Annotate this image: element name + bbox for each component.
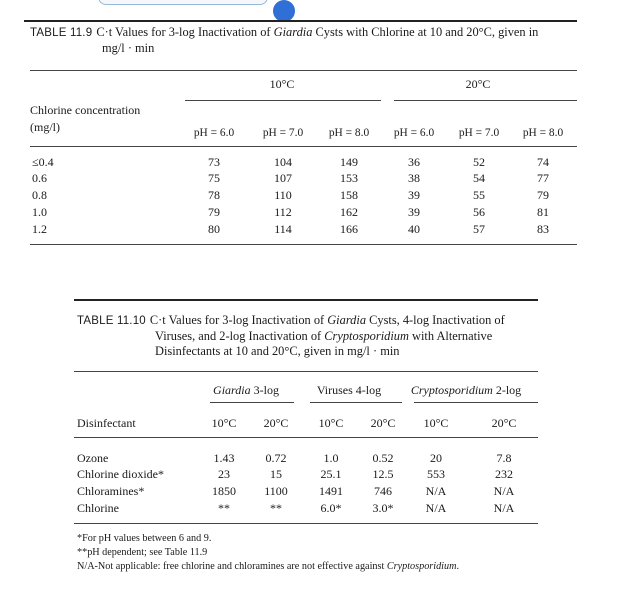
table-cell: 114 (274, 222, 292, 236)
table-cell: ≤0.4 (32, 155, 54, 169)
group-header-10c: 10°C (269, 77, 295, 91)
table-cell: 7.8 (496, 451, 512, 465)
table-cell: 39 (408, 188, 420, 202)
table-cell: 78 (208, 188, 220, 202)
table-cell: 232 (495, 467, 513, 481)
table-cell: 80 (208, 222, 220, 236)
table-11-9-caption: TABLE 11.9 C·t Values for 3-log Inactivation of Giardia Cysts with Chlorine at 10 and 20°C, given in mg/l · min (30, 25, 539, 55)
col-header: pH = 6.0 (393, 127, 435, 139)
table-cell: 55 (473, 188, 485, 202)
footnote: *For pH values between 6 and 9. (77, 533, 212, 544)
col-header: pH = 7.0 (262, 127, 304, 139)
table-cell: 25.1 (320, 467, 342, 481)
table-cell: 12.5 (372, 467, 394, 481)
group-header-20c: 20°C (465, 77, 491, 91)
table-cell: 57 (473, 222, 485, 236)
table-cell: Chloramines* (77, 484, 145, 498)
table-cell: N/A (425, 501, 447, 515)
col-header: 20°C (491, 416, 517, 430)
table-bottom-rule (30, 244, 577, 245)
table-cell: N/A (493, 484, 515, 498)
table-cell: 153 (340, 171, 358, 185)
table-rule (74, 371, 538, 372)
table-cell: 107 (274, 171, 292, 185)
table-cell: 104 (274, 155, 292, 169)
col-header: pH = 6.0 (193, 127, 235, 139)
table-cell: 75 (208, 171, 220, 185)
col-header: 10°C (318, 416, 344, 430)
table-cell: 6.0* (320, 501, 342, 515)
table-cell: 83 (537, 222, 549, 236)
table-rule (30, 146, 577, 147)
table-cell: 746 (374, 484, 392, 498)
table-cell: 40 (408, 222, 420, 236)
table-cell: 1.0 (323, 451, 339, 465)
table-cell: 23 (218, 467, 230, 481)
table-11-10-caption: TABLE 11.10 C·t Values for 3-log Inactivation of Giardia Cysts, 4-log Inactivation of Viruses, and 2-log Inactivation of Cryptosporidium with Alternative Disinfectants at 10 and 20°C, given in mg/l · min (77, 313, 505, 358)
table-cell: ** (270, 501, 282, 515)
col-header: pH = 7.0 (458, 127, 500, 139)
table-cell: 0.72 (265, 451, 287, 465)
table-cell: 1.43 (213, 451, 235, 465)
table-cell: 1491 (319, 484, 343, 498)
table-cell: 77 (537, 171, 549, 185)
table-cell: 36 (408, 155, 420, 169)
group-header-cryptosporidium: Cryptosporidium 2-log (410, 383, 522, 397)
table-cell: 0.52 (372, 451, 394, 465)
table-cell: Chlorine dioxide* (77, 467, 164, 481)
table-top-rule (24, 20, 577, 22)
table-cell: 74 (537, 155, 549, 169)
table-top-rule (74, 299, 538, 301)
table-rule (74, 437, 538, 438)
table-cell: 39 (408, 205, 420, 219)
table-cell: 1850 (212, 484, 236, 498)
table-cell: 0.8 (32, 188, 47, 202)
table-cell: N/A (493, 501, 515, 515)
table-cell: 112 (274, 205, 292, 219)
table-cell: 54 (473, 171, 485, 185)
col-header: 20°C (263, 416, 289, 430)
group-rule (414, 402, 538, 403)
group-rule (210, 402, 294, 403)
table-cell: 15 (270, 467, 282, 481)
table-cell: 1.2 (32, 222, 47, 236)
table-cell: 166 (340, 222, 358, 236)
table-cell: 158 (340, 188, 358, 202)
table-number: TABLE 11.9 (30, 27, 93, 39)
col-header: 20°C (370, 416, 396, 430)
row-header: Chlorine concentration (30, 103, 141, 117)
table-cell: 1.0 (32, 205, 47, 219)
table-cell: 162 (340, 205, 358, 219)
table-cell: 1100 (264, 484, 288, 498)
footnote: **pH dependent; see Table 11.9 (77, 547, 208, 558)
col-header: 10°C (423, 416, 449, 430)
row-header: Disinfectant (77, 416, 136, 430)
table-cell: Ozone (77, 451, 109, 465)
table-cell: ** (218, 501, 230, 515)
group-rule-20c (394, 100, 577, 101)
table-cell: 0.6 (32, 171, 47, 185)
group-header-viruses: Viruses 4-log (316, 383, 382, 397)
table-cell: 3.0* (372, 501, 394, 515)
group-header-giardia: Giardia 3-log (213, 383, 279, 397)
table-cell: Chlorine (77, 501, 119, 515)
scroll-handle-icon[interactable] (273, 0, 295, 22)
table-cell: 553 (427, 467, 445, 481)
table-bottom-rule (74, 523, 538, 524)
table-rule (30, 70, 577, 71)
table-cell: 52 (473, 155, 485, 169)
table-cell: 38 (408, 171, 420, 185)
table-cell: 20 (430, 451, 442, 465)
table-cell: 81 (537, 205, 549, 219)
col-header: 10°C (211, 416, 237, 430)
table-cell: 73 (208, 155, 220, 169)
table-cell: 79 (208, 205, 220, 219)
col-header: pH = 8.0 (328, 127, 370, 139)
group-rule-10c (185, 100, 381, 101)
table-cell: 149 (340, 155, 358, 169)
table-cell: 110 (274, 188, 292, 202)
table-cell: N/A (425, 484, 447, 498)
table-cell: 79 (537, 188, 549, 202)
col-header: pH = 8.0 (522, 127, 564, 139)
table-cell: 56 (473, 205, 485, 219)
table-number: TABLE 11.10 (77, 315, 146, 327)
footnote: N/A-Not applicable: free chlorine and chloramines are not effective against Cryptosporidium. (77, 561, 460, 572)
row-header-unit: (mg/l) (30, 120, 60, 134)
group-rule (310, 402, 402, 403)
previous-content-fragment (98, 0, 268, 5)
